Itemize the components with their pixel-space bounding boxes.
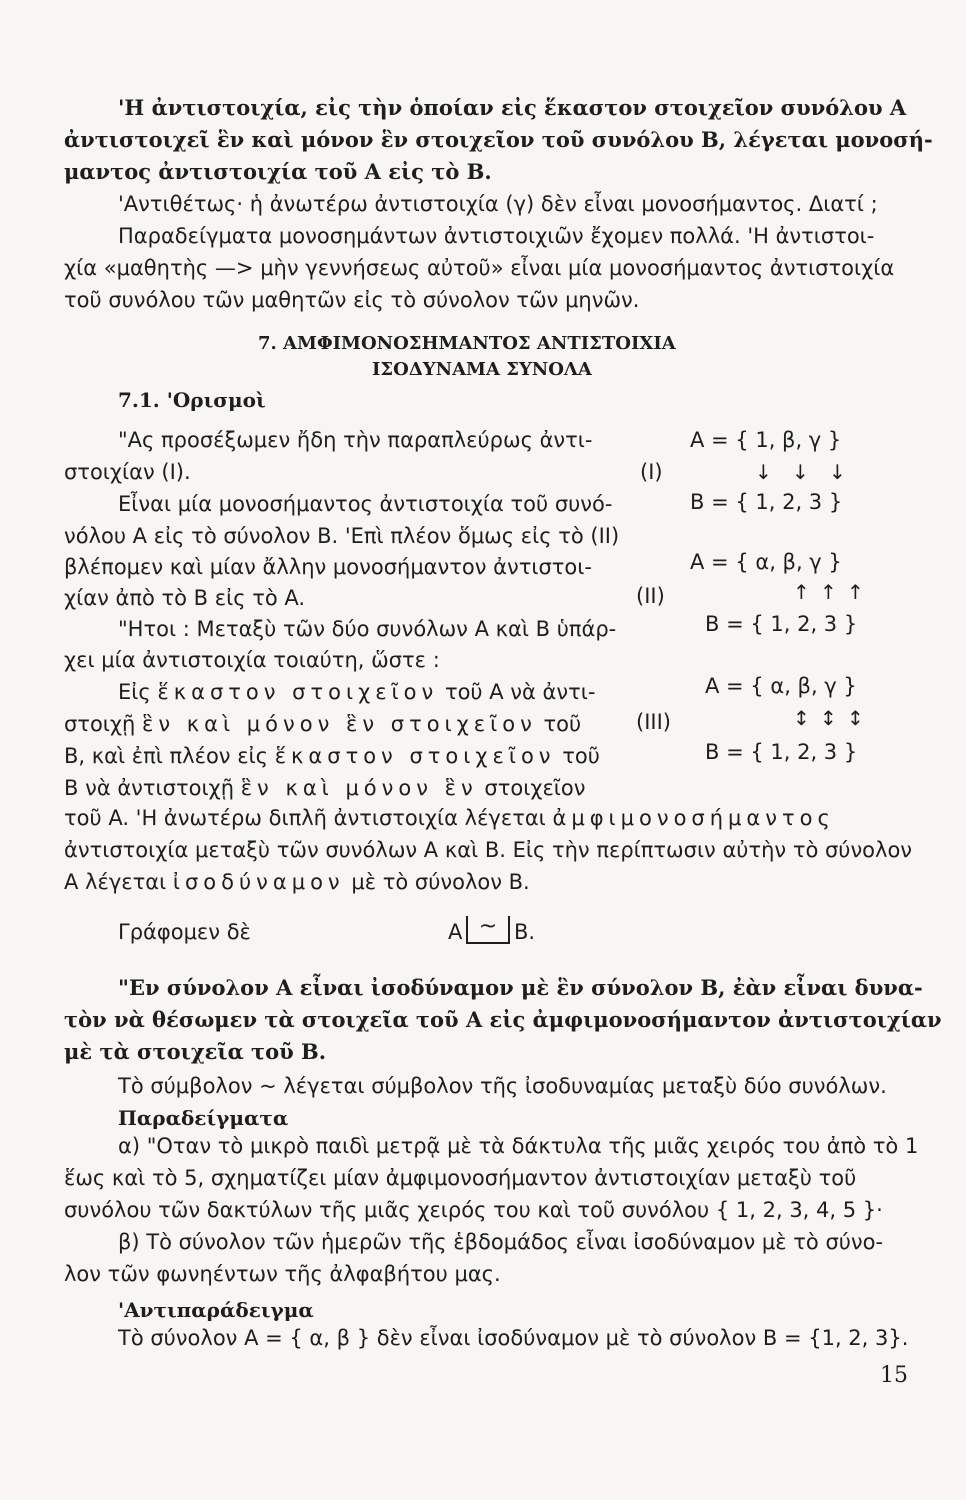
diagram1-label: (I) [640, 460, 663, 484]
para3-line3 [64, 868, 530, 896]
diagram3-label: (III) [636, 710, 671, 734]
spaced-bijective: ἀμφιμονοσήμαντος [552, 806, 835, 830]
diagram1-set-a: A = { 1, β, γ } [690, 428, 842, 452]
section-heading: 7. ΑΜΦΙΜΟΝΟΣΗΜΑΝΤΟΣ ΑΝΤΙΣΤΟΙΧΙΑ [258, 333, 676, 354]
word-tou-a: τοῦ A νὰ ἀντι- [444, 680, 596, 704]
left-line4: νόλου A εἰς τὸ σύνολον B. 'Επὶ πλέον ὅμως εἰς τὸ (II) [64, 524, 620, 548]
counterexample-title: 'Αντιπαράδειγμα [118, 1298, 314, 1322]
arrow-down-icon: ↓ [792, 460, 809, 484]
para2-line1: 'Αντιθέτως· ἡ ἀνωτέρω ἀντιστοιχία (γ) δὲν εἶναι μονοσήμαντος. Διατί ; [118, 192, 878, 216]
left-line8: χει μία ἀντιστοιχία τοιαύτη, ὥστε : [64, 648, 440, 672]
para2-line4: τοῦ συνόλου τῶν μαθητῶν εἰς τὸ σύνολον τῶν μηνῶν. [64, 288, 640, 312]
arrow-up-icon: ↑ [847, 580, 864, 604]
left-line11 [64, 742, 600, 770]
left-line2: στοιχίαν (I). [64, 460, 191, 484]
arrow-down-icon: ↓ [755, 460, 772, 484]
subsection-title: 7.1. 'Ορισμοὶ [118, 388, 266, 412]
para1-line2: ἀντιστοιχεῖ ἓν καὶ μόνον ἓν στοιχεῖον τοῦ συνόλου B, λέγεται μονοσή- [64, 127, 933, 152]
symbol-explanation: Τὸ σύμβολον ~ λέγεται σύμβολον τῆς ἰσοδυναμίας μεταξὺ δύο συνόλων. [118, 1074, 887, 1098]
para1-line1: 'Η ἀντιστοιχία, εἰς τὴν ὁποίαν εἰς ἕκαστον στοιχεῖον συνόλου A [118, 95, 907, 120]
word-b-na: B νὰ ἀντιστοιχῇ [64, 776, 234, 800]
arrow-up-icon: ↑ [820, 580, 837, 604]
left-line9 [118, 678, 595, 706]
diagram3-set-a: A = { α, β, γ } [705, 674, 857, 698]
notation-a: A [448, 920, 463, 944]
spaced-each-element-2: ἕκαστον στοιχεῖον [274, 744, 556, 768]
diagram3-set-b: B = { 1, 2, 3 } [705, 740, 858, 764]
para3-line1 [64, 804, 835, 832]
word-tou: τοῦ [543, 712, 582, 736]
word-tou-2: τοῦ [562, 744, 600, 768]
definition-line1: "Εν σύνολον A εἶναι ἰσοδύναμον μὲ ἓν σύνολον B, ἐὰν εἶναι δυνα- [118, 975, 923, 1000]
spaced-one-and-only: ἓν καὶ μόνον ἓν στοιχεῖον [142, 712, 537, 736]
left-line7: "Ητοι : Μεταξὺ τῶν δύο συνόλων A καὶ B ὑπάρ- [118, 617, 617, 641]
definition-line2: τὸν νὰ θέσωμεν τὰ στοιχεῖα τοῦ A εἰς ἀμφιμονοσήμαντον ἀντιστοιχίαν [64, 1007, 942, 1032]
para3-end: μὲ τὸ σύνολον B. [351, 870, 530, 894]
definition-line3: μὲ τὰ στοιχεῖα τοῦ B. [64, 1039, 327, 1064]
word-b-kai: B, καὶ ἐπὶ πλέον εἰς [64, 744, 268, 768]
notation-label: Γράφομεν δὲ [118, 920, 251, 944]
left-line6: χίαν ἀπὸ τὸ B εἰς τὸ A. [64, 586, 306, 610]
double-arrow-icon: ↕ [820, 706, 837, 730]
para3-text: τοῦ A. 'Η ἀνωτέρω διπλῆ ἀντιστοιχία λέγεται [64, 806, 546, 830]
arrow-up-icon: ↑ [793, 580, 810, 604]
double-arrow-icon: ↕ [847, 706, 864, 730]
example-a-line2: ἕως καὶ τὸ 5, σχηματίζει μίαν ἀμφιμονοσήμαντον ἀντιστοιχίαν μεταξὺ τοῦ [64, 1166, 857, 1190]
left-line3: Εἶναι μία μονοσήμαντος ἀντιστοιχία τοῦ συνό- [118, 492, 613, 516]
arrow-down-icon: ↓ [829, 460, 846, 484]
word-eis: Εἰς [118, 680, 151, 704]
section-subheading: ΙΣΟΔΥΝΑΜΑ ΣΥΝΟΛΑ [372, 359, 592, 380]
counterexample-text: Τὸ σύνολον A = { α, β } δὲν εἶναι ἰσοδύναμον μὲ τὸ σύνολον B = {1, 2, 3}. [118, 1326, 909, 1350]
example-a-line3: συνόλου τῶν δακτύλων τῆς μιᾶς χειρός του καὶ τοῦ συνόλου { 1, 2, 3, 4, 5 }· [64, 1198, 883, 1222]
page-number: 15 [880, 1363, 908, 1388]
left-line10 [64, 710, 581, 738]
para1-line3: μαντος ἀντιστοιχία τοῦ A εἰς τὸ B. [64, 159, 492, 184]
diagram2-set-a: A = { α, β, γ } [690, 550, 842, 574]
double-arrow-icon: ↕ [793, 706, 810, 730]
word-stoicheion: στοιχεῖον [484, 776, 586, 800]
example-a-line1: α) "Οταν τὸ μικρὸ παιδὶ μετρᾷ μὲ τὰ δάκτυλα τῆς μιᾶς χειρός του ἀπὸ τὸ 1 [118, 1134, 919, 1158]
left-line5: βλέπομεν καὶ μίαν ἄλλην μονοσήμαντον ἀντιστοι- [64, 555, 592, 579]
diagram1-set-b: B = { 1, 2, 3 } [690, 490, 843, 514]
spaced-equivalent: ἰσοδύναμον [172, 870, 345, 894]
spaced-each-element: ἕκαστον στοιχεῖον [157, 680, 439, 704]
notation-b: B. [514, 920, 536, 944]
equivalence-symbol-box [466, 916, 510, 944]
para3-line2: ἀντιστοιχία μεταξὺ τῶν συνόλων A καὶ B. Εἰς τὴν περίπτωσιν αὐτὴν τὸ σύνολον [64, 838, 913, 862]
example-b-line2: λον τῶν φωνηέντων τῆς ἀλφαβήτου μας. [64, 1262, 501, 1286]
diagram2-set-b: B = { 1, 2, 3 } [705, 612, 858, 636]
examples-title: Παραδείγματα [118, 1106, 289, 1130]
left-line1: "Ας προσέξωμεν ἤδη τὴν παραπλεύρως ἀντι- [118, 428, 593, 452]
diagram2-label: (II) [636, 584, 665, 608]
para2-line3: χία «μαθητὴς —> μὴν γεννήσεως αὐτοῦ» εἶναι μία μονοσήμαντος ἀντιστοιχία [64, 256, 895, 280]
word-antistoichi: στοιχῇ [64, 712, 136, 736]
para2-line2: Παραδείγματα μονοσημάντων ἀντιστοιχιῶν ἔχομεν πολλά. 'Η ἀντιστοι- [118, 224, 875, 248]
left-line12 [64, 774, 586, 802]
spaced-one-and-only-2: ἓν καὶ μόνον ἓν [240, 776, 478, 800]
example-b-line1: β) Τὸ σύνολον τῶν ἡμερῶν τῆς ἑβδομάδος εἶναι ἰσοδύναμον μὲ τὸ σύνο- [118, 1230, 884, 1254]
tilde-icon: ~ [478, 914, 498, 939]
para3-a-legetai: A λέγεται [64, 870, 167, 894]
